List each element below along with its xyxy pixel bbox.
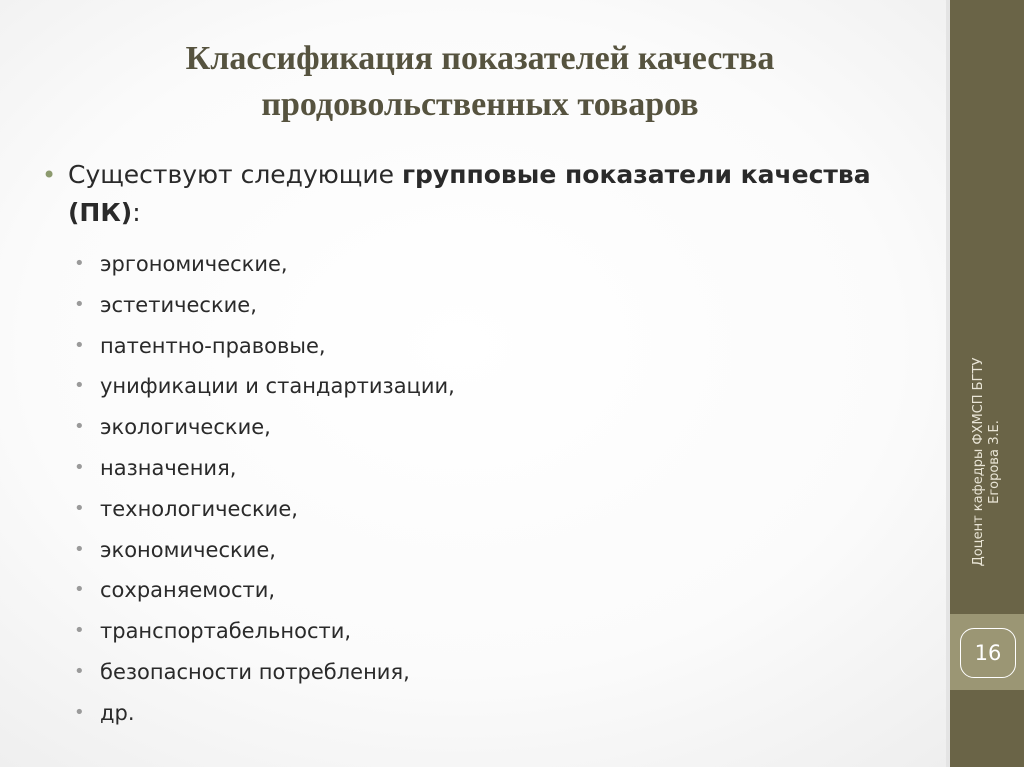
list-item: [40, 285, 920, 326]
list-item: [40, 489, 920, 530]
list-item: [40, 693, 920, 734]
list-item-text: эстетические,: [100, 292, 257, 317]
bullet-dot-icon: •: [74, 579, 85, 601]
bullet-dot-icon: •: [74, 701, 85, 723]
bullet-dot-icon: •: [74, 334, 85, 356]
bullet-dot-icon: •: [74, 456, 85, 478]
bullet-dot-icon: •: [74, 293, 85, 315]
list-item: [40, 652, 920, 693]
author-caption: [971, 342, 1003, 582]
bullet-dot-icon: •: [74, 620, 85, 642]
bullet-dot-icon: •: [42, 161, 57, 189]
bullet-dot-icon: •: [74, 538, 85, 560]
bullet-dot-icon: •: [74, 375, 85, 397]
list-item: [40, 570, 920, 611]
intro-bold-text: групповые показатели качества (ПК): [68, 160, 871, 227]
bullet-dot-icon: •: [74, 497, 85, 519]
list-item: [40, 611, 920, 652]
intro-text: Существуют следующие: [68, 160, 402, 189]
list-item-text: транспортабельности,: [100, 619, 352, 644]
list-item: [40, 326, 920, 367]
list-item: [40, 244, 920, 285]
indicator-list: [40, 244, 920, 734]
list-item: [40, 448, 920, 489]
list-item-text: назначения,: [100, 455, 237, 480]
list-item: [40, 530, 920, 571]
page-number-box: [950, 614, 1024, 690]
list-item: [40, 407, 920, 448]
slide-content: [40, 156, 920, 734]
list-item-text: экологические,: [100, 415, 271, 440]
list-item-text: патентно-правовые,: [100, 333, 326, 358]
author-line-2: Егорова З.Е.: [987, 420, 1002, 504]
list-item-text: др.: [100, 700, 135, 725]
author-line-1: Доцент кафедры ФХМСП БГТУ: [971, 357, 986, 567]
bullet-dot-icon: •: [74, 253, 85, 274]
list-item-text: сохраняемости,: [100, 578, 276, 603]
list-item: [40, 366, 920, 407]
page-number: 16: [974, 641, 1002, 665]
slide-title: Классификация показателей качества продовольственных товаров: [185, 40, 775, 123]
list-item-text: эргономические,: [100, 252, 288, 276]
intro-end: :: [132, 198, 141, 227]
list-item-text: унификации и стандартизации,: [100, 374, 455, 399]
intro-bullet: [40, 156, 920, 232]
list-item-text: экономические,: [100, 537, 276, 562]
list-item-text: технологические,: [100, 496, 298, 521]
bullet-dot-icon: •: [74, 660, 85, 682]
bullet-dot-icon: •: [74, 416, 85, 438]
list-item-text: безопасности потребления,: [100, 659, 410, 684]
